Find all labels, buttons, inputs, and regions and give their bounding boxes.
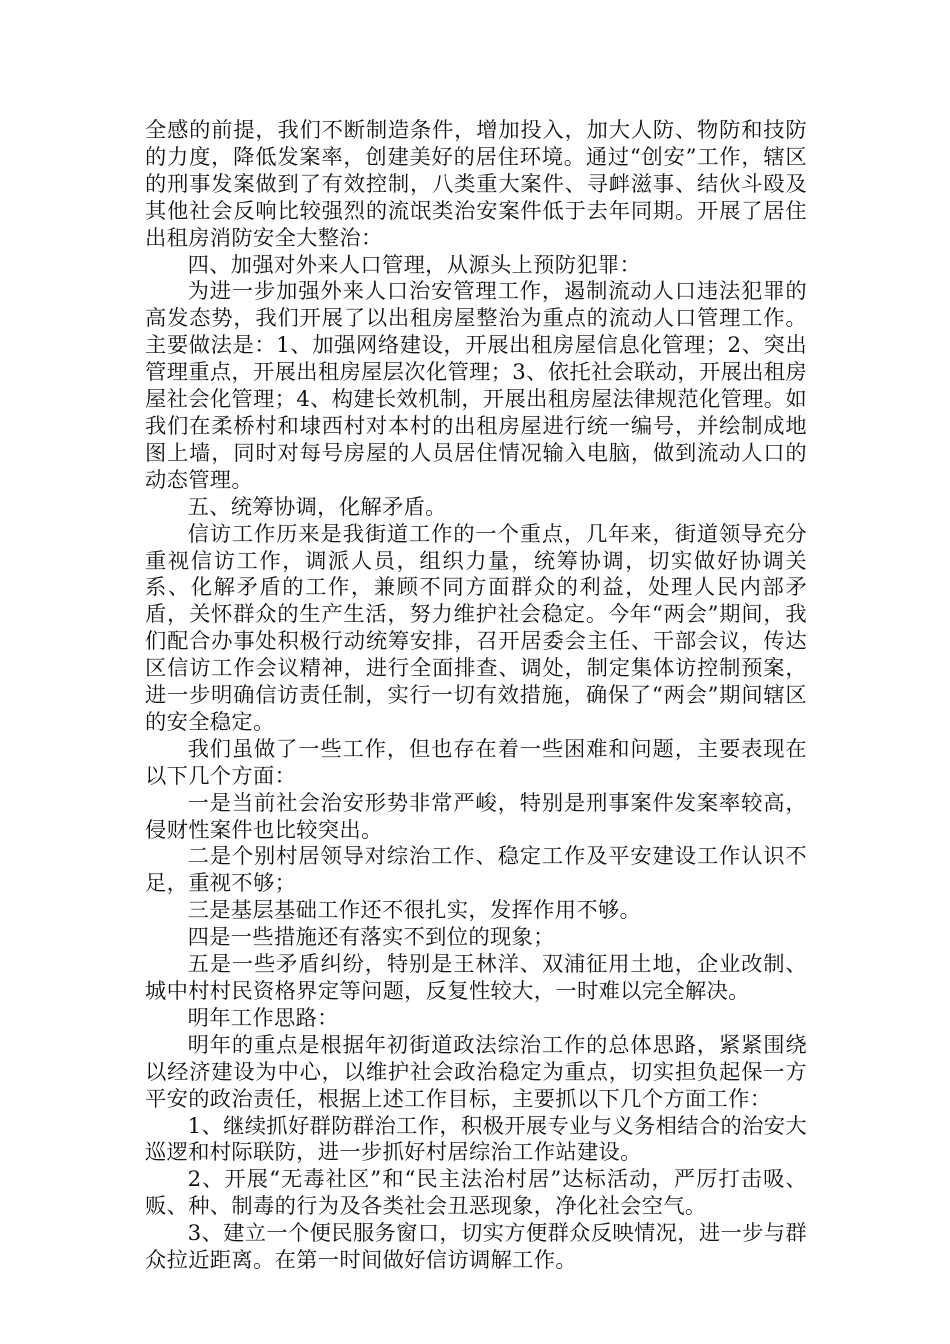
plan-item-3: 3、建立一个便民服务窗口，切实方便群众反映情况，进一步与群众拉近距离。在第一时间做好信访调解工作。 bbox=[145, 1221, 807, 1274]
plan-heading: 明年工作思路： bbox=[187, 1005, 339, 1031]
problem-item-3: 三是基层基础工作还不很扎实，发挥作用不够。 bbox=[187, 898, 642, 924]
paragraph-1: 全感的前提，我们不断制造条件，增加投入，加大人防、物防和技防的力度，降低发案率，创建美好的居住环境。通过“创安”工作，辖区的刑事发案做到了有效控制，八类重大案件、寻衅滋事、结伙斗殴及其他社会反响比较强烈的流氓类治安案件低于去年同期。开展了居住出租房消防安全大整治： bbox=[145, 118, 807, 251]
section-heading-4: 四、加强对外来人口管理，从源头上预防犯罪： bbox=[187, 252, 642, 278]
plan-item-1: 1、继续抓好群防群治工作，积极开展专业与义务相结合的治安大巡逻和村际联防，进一步抓好村居综治工作站建设。 bbox=[145, 1113, 807, 1166]
problem-item-2: 二是个别村居领导对综治工作、稳定工作及平安建设工作认识不足，重视不够； bbox=[145, 844, 807, 897]
problem-item-1: 一是当前社会治安形势非常严峻，特别是刑事案件发案率较高，侵财性案件也比较突出。 bbox=[145, 790, 807, 843]
problem-item-4: 四是一些措施还有落实不到位的现象； bbox=[187, 925, 555, 951]
plan-intro: 明年的重点是根据年初街道政法综治工作的总体思路，紧紧围绕以经济建设为中心，以维护社会政治稳定为重点，切实担负起保一方平安的政治责任，根据上述工作目标，主要抓以下几个方面工作： bbox=[145, 1032, 807, 1112]
paragraph-5: 信访工作历来是我街道工作的一个重点，几年来，街道领导充分重视信访工作，调派人员，组织力量，统筹协调，切实做好协调关系、化解矛盾的工作，兼顾不同方面群众的利益，处理人民内部矛盾，关怀群众的生产生活，努力维护社会稳定。今年“两会”期间，我们配合办事处积极行动统筹安排，召开居委会主任、干部会议，传达区信访工作会议精神，进行全面排查、调处，制定集体访控制预案，进一步明确信访责任制，实行一切有效措施，确保了“两会”期间辖区的安全稳定。 bbox=[145, 521, 807, 735]
paragraph-6: 我们虽做了一些工作，但也存在着一些困难和问题，主要表现在以下几个方面： bbox=[145, 736, 807, 789]
section-heading-5: 五、统筹协调，化解矛盾。 bbox=[187, 494, 447, 520]
problem-item-5: 五是一些矛盾纠纷，特别是王林洋、双浦征用土地，企业改制、城中村村民资格界定等问题，反复性较大，一时难以完全解决。 bbox=[145, 952, 807, 1004]
paragraph-3: 为进一步加强外来人口治安管理工作，遏制流动人口违法犯罪的高发态势，我们开展了以出租房屋整治为重点的流动人口管理工作。主要做法是：1、加强网络建设，开展出租房屋信息化管理；2、突出管理重点，开展出租房屋层次化管理；3、依托社会联动，开展出租房屋社会化管理；4、构建长效机制，开展出租房屋法律规范化管理。如我们在柔桥村和埭西村对本村的出租房屋进行统一编号，并绘制成地图上墙，同时对每号房屋的人员居住情况输入电脑，做到流动人口的动态管理。 bbox=[145, 279, 807, 493]
document-body bbox=[145, 118, 807, 1275]
plan-item-2: 2、开展“无毒社区”和“民主法治村居”达标活动，严厉打击吸、贩、种、制毒的行为及各类社会丑恶现象，净化社会空气。 bbox=[145, 1167, 807, 1220]
